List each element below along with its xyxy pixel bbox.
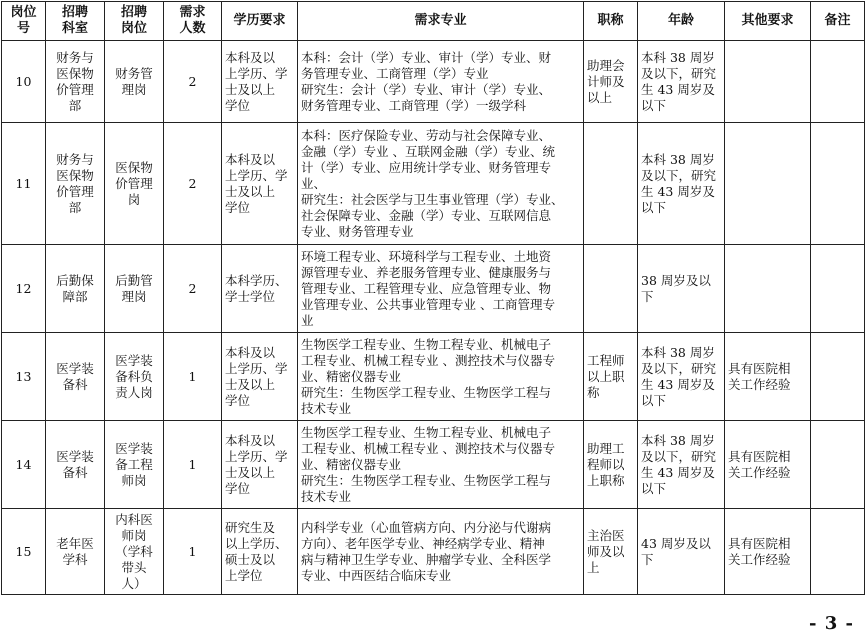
- header-row: [2, 2, 865, 41]
- cell-note: [811, 509, 865, 595]
- cell-other: 具有医院相 关工作经验: [725, 509, 811, 595]
- table-row: [2, 123, 865, 245]
- header-note: 备注: [811, 2, 865, 41]
- header-edu: 学历要求: [222, 2, 298, 41]
- cell-post-id: 11: [2, 123, 46, 245]
- cell-title: 助理工 程师以 上职称: [584, 421, 638, 509]
- cell-major: 本科：会计（学）专业、审计（学）专业、财 务管理专业、工商管理（学）专业 研究生：会计（学）专业、审计（学）专业、 财务管理专业、工商管理（学）一级学科: [298, 41, 584, 123]
- header-age: 年龄: [638, 2, 725, 41]
- cell-major: 生物医学工程专业、生物工程专业、机械电子 工程专业、机械工程专业 、测控技术与仪器专 业、精密仪器专业 研究生：生物医学工程专业、生物医学工程与 技术专业: [298, 333, 584, 421]
- recruitment-table: [1, 1, 865, 595]
- cell-dept: 后勤保 障部: [46, 245, 105, 333]
- cell-major: 环境工程专业、环境科学与工程专业、土地资 源管理专业、养老服务管理专业、健康服务与 管理专业、工程管理专业、应急管理专业、物 业管理专业、公共事业管理专业 、工商管理专 业: [298, 245, 584, 333]
- cell-edu: 本科及以 上学历、学 士及以上 学位: [222, 333, 298, 421]
- cell-post-id: 14: [2, 421, 46, 509]
- cell-note: [811, 333, 865, 421]
- table-row: [2, 509, 865, 595]
- header-major: 需求专业: [298, 2, 584, 41]
- cell-post-id: 12: [2, 245, 46, 333]
- cell-other: [725, 123, 811, 245]
- cell-major: 本科：医疗保险专业、劳动与社会保障专业、 金融（学）专业 、互联网金融（学）专业、统 计（学）专业、应用统计学专业、财务管理专 业、 研究生：社会医学与卫生事业管理（学）专业、 社会保障专业、金融（学）专业、互联网信息 专业、财务管理专业: [298, 123, 584, 245]
- cell-count: 1: [164, 421, 222, 509]
- cell-dept: 医学装 备科: [46, 421, 105, 509]
- table-row: [2, 333, 865, 421]
- cell-edu: 本科及以 上学历、学 士及以上 学位: [222, 123, 298, 245]
- header-dept: 招聘 科室: [46, 2, 105, 41]
- cell-title: 主治医 师及以 上: [584, 509, 638, 595]
- cell-age: 43 周岁及以 下: [638, 509, 725, 595]
- cell-edu: 本科及以 上学历、学 士及以上 学位: [222, 41, 298, 123]
- cell-age: 本科 38 周岁 及以下，研究 生 43 周岁及 以下: [638, 123, 725, 245]
- table-row: [2, 421, 865, 509]
- cell-other: [725, 41, 811, 123]
- cell-count: 2: [164, 245, 222, 333]
- cell-note: [811, 41, 865, 123]
- cell-major: 内科学专业（心血管病方向、内分泌与代谢病 方向）、老年医学专业、神经病学专业、精神 病与精神卫生学专业、肿瘤学专业、全科医学 专业、中西医结合临床专业: [298, 509, 584, 595]
- cell-other: 具有医院相 关工作经验: [725, 421, 811, 509]
- cell-edu: 本科学历、 学士学位: [222, 245, 298, 333]
- cell-count: 2: [164, 41, 222, 123]
- cell-dept: 财务与 医保物 价管理 部: [46, 123, 105, 245]
- cell-title: 工程师 以上职 称: [584, 333, 638, 421]
- cell-post: 内科医 师岗 （学科 带头 人）: [105, 509, 164, 595]
- header-post: 招聘 岗位: [105, 2, 164, 41]
- cell-post: 医保物 价管理 岗: [105, 123, 164, 245]
- cell-age: 本科 38 周岁 及以下，研究 生 43 周岁及 以下: [638, 41, 725, 123]
- cell-edu: 研究生及 以上学历、 硕士及以 上学位: [222, 509, 298, 595]
- cell-age: 本科 38 周岁 及以下，研究 生 43 周岁及 以下: [638, 333, 725, 421]
- cell-title: [584, 123, 638, 245]
- cell-note: [811, 123, 865, 245]
- header-post-id: 岗位 号: [2, 2, 46, 41]
- cell-count: 1: [164, 333, 222, 421]
- cell-major: 生物医学工程专业、生物工程专业、机械电子 工程专业、机械工程专业 、测控技术与仪器专 业、精密仪器专业 研究生：生物医学工程专业、生物医学工程与 技术专业: [298, 421, 584, 509]
- cell-other: [725, 245, 811, 333]
- cell-post: 后勤管 理岗: [105, 245, 164, 333]
- cell-post-id: 15: [2, 509, 46, 595]
- cell-other: 具有医院相 关工作经验: [725, 333, 811, 421]
- cell-dept: 医学装 备科: [46, 333, 105, 421]
- header-count: 需求 人数: [164, 2, 222, 41]
- cell-count: 2: [164, 123, 222, 245]
- cell-age: 本科 38 周岁 及以下，研究 生 43 周岁及 以下: [638, 421, 725, 509]
- table-row: [2, 41, 865, 123]
- cell-post-id: 10: [2, 41, 46, 123]
- cell-edu: 本科及以 上学历、学 士及以上 学位: [222, 421, 298, 509]
- header-title: 职称: [584, 2, 638, 41]
- header-other: 其他要求: [725, 2, 811, 41]
- cell-title: [584, 245, 638, 333]
- cell-dept: 财务与 医保物 价管理 部: [46, 41, 105, 123]
- cell-post: 医学装 备工程 师岗: [105, 421, 164, 509]
- cell-title: 助理会 计师及 以上: [584, 41, 638, 123]
- cell-post: 医学装 备科负 责人岗: [105, 333, 164, 421]
- cell-dept: 老年医 学科: [46, 509, 105, 595]
- cell-post-id: 13: [2, 333, 46, 421]
- cell-post: 财务管 理岗: [105, 41, 164, 123]
- cell-note: [811, 421, 865, 509]
- page-number: - 3 -: [809, 613, 854, 634]
- cell-count: 1: [164, 509, 222, 595]
- table-row: [2, 245, 865, 333]
- cell-age: 38 周岁及以 下: [638, 245, 725, 333]
- cell-note: [811, 245, 865, 333]
